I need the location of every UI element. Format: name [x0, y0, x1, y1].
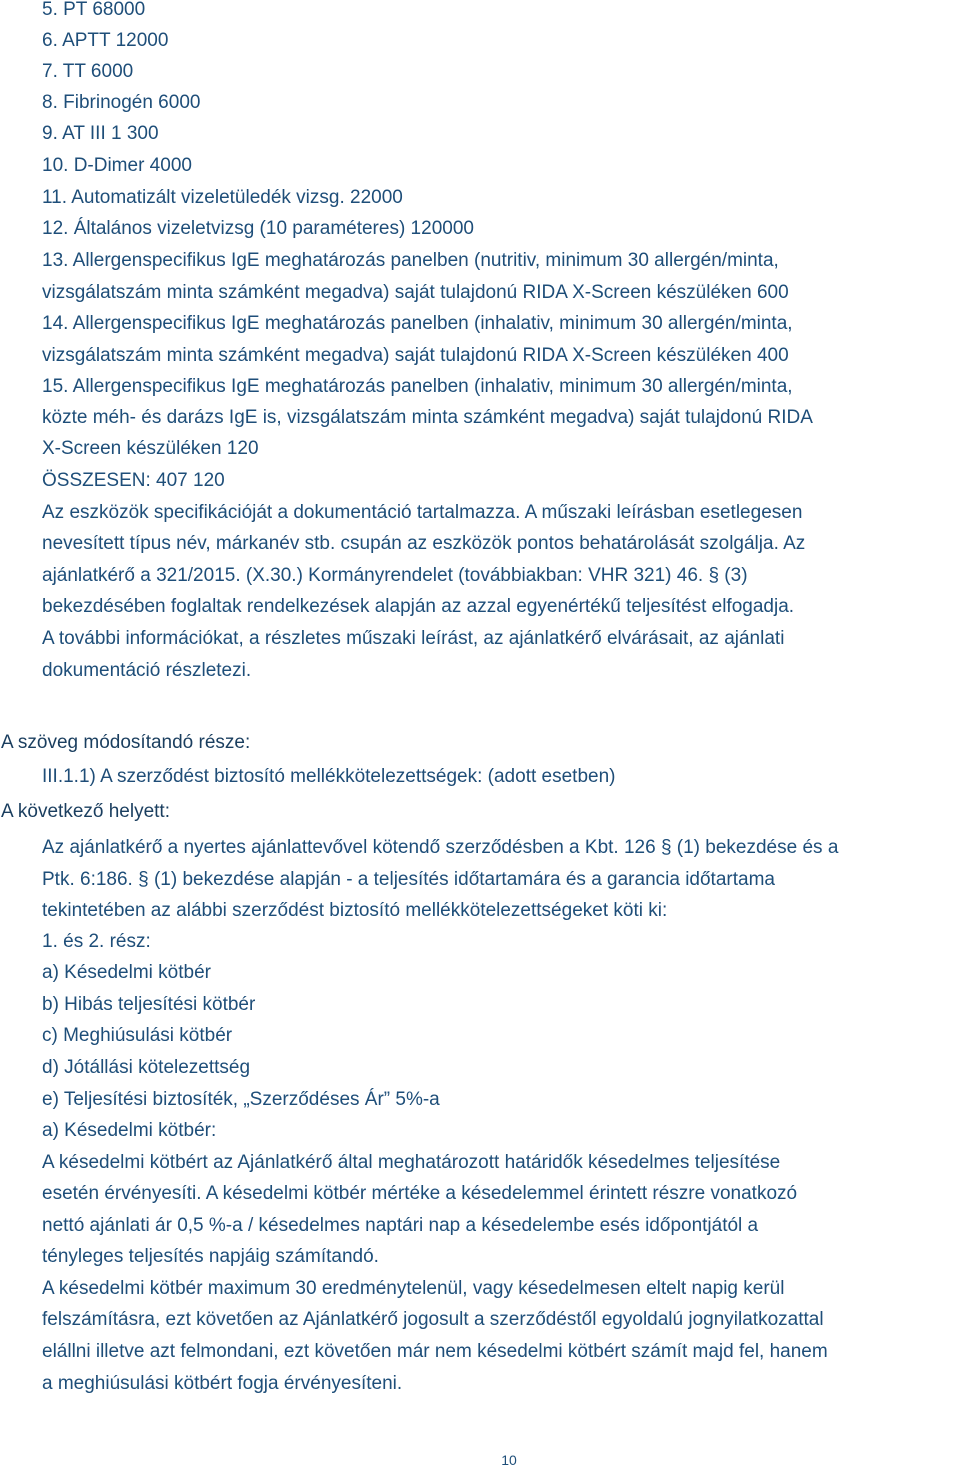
total-line: ÖSSZESEN: 407 120 [42, 470, 225, 491]
paragraph-line: A késedelmi kötbér maximum 30 eredménytelenül, vagy késedelmesen eltelt napig kerül [42, 1278, 785, 1299]
paragraph-line: A további információkat, a részletes műszaki leírást, az ajánlatkérő elvárásait, az ajánlati [42, 628, 785, 649]
list-item: a) Késedelmi kötbér [42, 962, 211, 983]
paragraph-line: elállni illetve azt felmondani, ezt követően már nem késedelmi kötbért számít majd fel, hanem [42, 1341, 828, 1362]
paragraph-line: Az ajánlatkérő a nyertes ajánlattevővel kötendő szerződésben a Kbt. 126 § (1) bekezdése és a [42, 837, 839, 858]
paragraph-line: A késedelmi kötbért az Ajánlatkérő által meghatározott határidők késedelmes teljesítése [42, 1152, 781, 1173]
list-item: e) Teljesítési biztosíték, „Szerződéses Ár” 5%-a [42, 1089, 440, 1110]
paragraph-line: bekezdésében foglaltak rendelkezések alapján az azzal egyenértékű teljesítést elfogadja. [42, 596, 795, 617]
list-item: 5. PT 68000 [42, 0, 146, 20]
list-item: 10. D-Dimer 4000 [42, 155, 192, 176]
list-item: 7. TT 6000 [42, 61, 134, 82]
paragraph-line: Ptk. 6:186. § (1) bekezdése alapján - a teljesítés időtartamára és a garancia időtartama [42, 869, 775, 890]
list-item: 12. Általános vizeletvizsg (10 paraméteres) 120000 [42, 218, 474, 239]
list-item: b) Hibás teljesítési kötbér [42, 994, 256, 1015]
list-item-continuation: X-Screen készüléken 120 [42, 438, 259, 459]
paragraph-line: felszámításra, ezt követően az Ajánlatkérő jogosult a szerződéstől egyoldalú jognyilatkozattal [42, 1309, 824, 1330]
paragraph-line: tényleges teljesítés napjáig számítandó. [42, 1246, 379, 1267]
list-item-continuation: közte méh- és darázs IgE is, vizsgálatszám minta számként megadva) saját tulajdonú RIDA [42, 407, 813, 428]
paragraph-line: Az eszközök specifikációját a dokumentáció tartalmazza. A műszaki leírásban esetlegesen [42, 502, 803, 523]
section-reference: III.1.1) A szerződést biztosító mellékkötelezettségek: (adott esetben) [42, 766, 616, 787]
paragraph-line: nevesített típus név, márkanév stb. csupán az eszközök pontos behatárolását szolgálja. Az [42, 533, 806, 554]
list-item: 13. Allergenspecifikus IgE meghatározás panelben (nutritiv, minimum 30 allergén/minta, [42, 250, 779, 271]
list-item: 11. Automatizált vizeletüledék vizsg. 22000 [42, 187, 403, 208]
subheading: a) Késedelmi kötbér: [42, 1120, 217, 1141]
list-item: 15. Allergenspecifikus IgE meghatározás panelben (inhalativ, minimum 30 allergén/minta, [42, 376, 793, 397]
list-item-continuation: vizsgálatszám minta számként megadva) saját tulajdonú RIDA X-Screen készüléken 400 [42, 345, 789, 366]
list-item: 6. APTT 12000 [42, 30, 169, 51]
paragraph-line: 1. és 2. rész: [42, 931, 151, 952]
paragraph-line: tekintetében az alábbi szerződést biztosító mellékkötelezettségeket köti ki: [42, 900, 668, 921]
paragraph-line: nettó ajánlati ár 0,5 %-a / késedelmes naptári nap a késedelembe esés időpontjától a [42, 1215, 759, 1236]
paragraph-line: ajánlatkérő a 321/2015. (X.30.) Kormányrendelet (továbbiakban: VHR 321) 46. § (3) [42, 565, 748, 586]
list-item: d) Jótállási kötelezettség [42, 1057, 251, 1078]
list-item: 9. AT III 1 300 [42, 123, 159, 144]
list-item: 14. Allergenspecifikus IgE meghatározás panelben (inhalativ, minimum 30 allergén/minta, [42, 313, 793, 334]
paragraph-line: dokumentáció részletezi. [42, 660, 252, 681]
list-item: 8. Fibrinogén 6000 [42, 92, 201, 113]
section-heading-instead-of: A következő helyett: [1, 801, 170, 822]
section-heading-modified-part: A szöveg módosítandó része: [1, 732, 251, 753]
paragraph-line: a meghiúsulási kötbért fogja érvényesíteni. [42, 1373, 403, 1394]
list-item: c) Meghiúsulási kötbér [42, 1025, 233, 1046]
paragraph-line: esetén érvényesíti. A késedelmi kötbér mértéke a késedelemmel érintett részre vonatkozó [42, 1183, 798, 1204]
page-number: 10 [501, 1452, 517, 1468]
list-item-continuation: vizsgálatszám minta számként megadva) saját tulajdonú RIDA X-Screen készüléken 600 [42, 282, 789, 303]
